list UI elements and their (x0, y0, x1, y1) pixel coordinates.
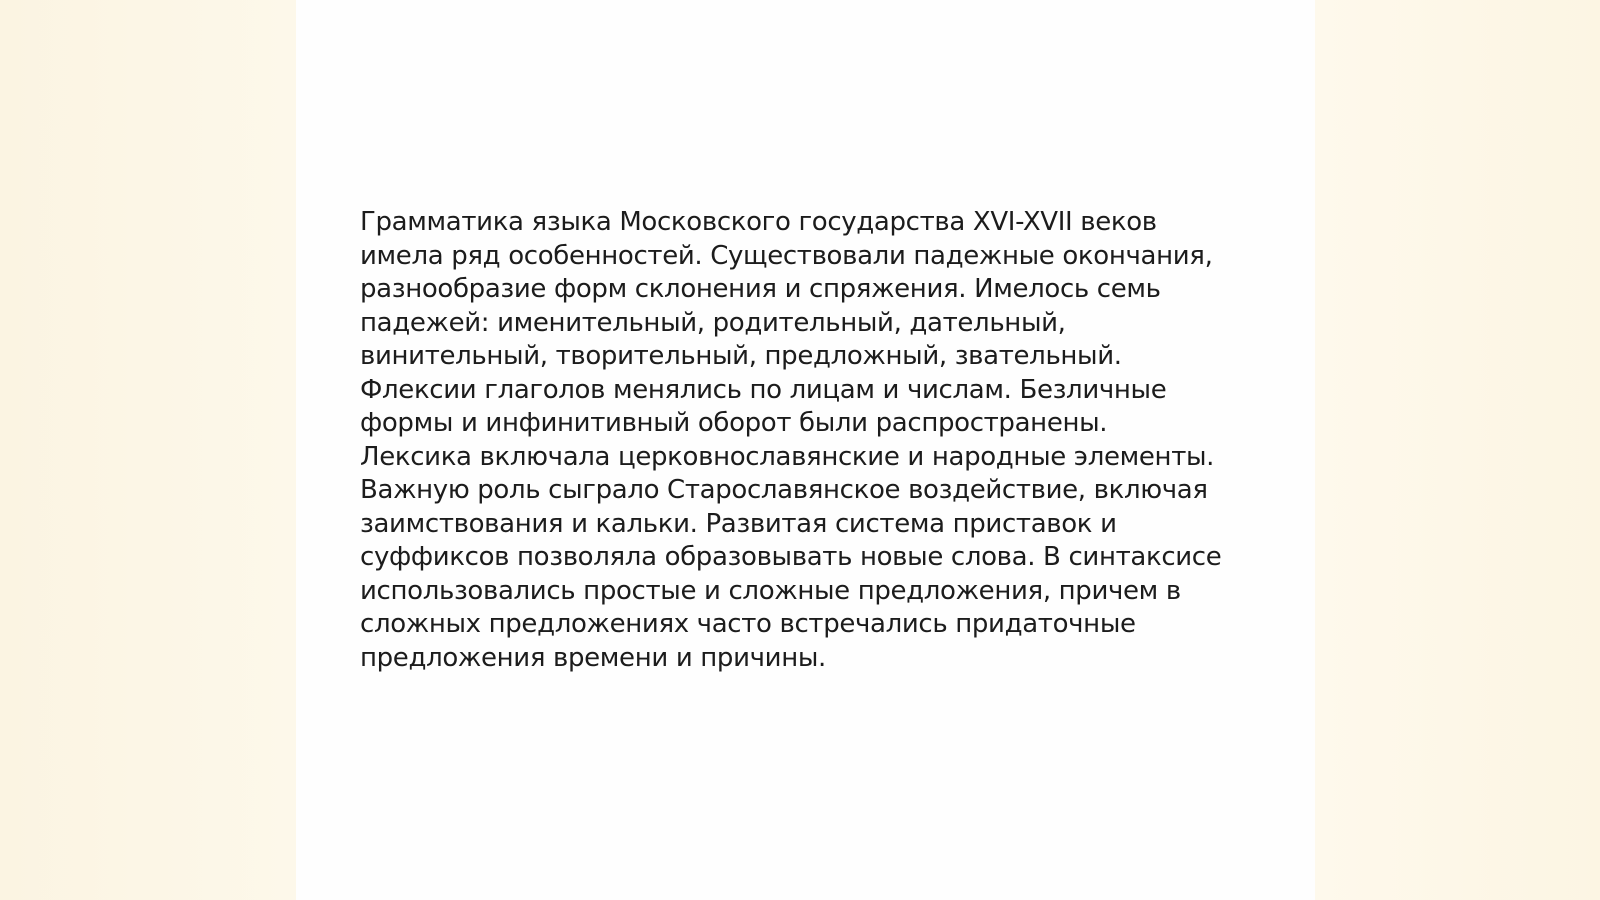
paragraph-line: Грамматика языка Московского государства XVI-XVII веков (360, 207, 1157, 237)
paragraph-line: предложения времени и причины. (360, 642, 826, 673)
paragraph-line: использовались простые и сложные предложения, причем в (360, 575, 1181, 606)
right-margin-background (1315, 0, 1600, 900)
paragraph-line: Важную роль сыграло Старославянское воздействие, включая (360, 475, 1208, 505)
paragraph-line: винительный, творительный, предложный, звательный. (360, 341, 1122, 371)
paragraph-line: Флексии глаголов менялись по лицам и числам. Безличные (360, 374, 1167, 405)
paragraph-line: суффиксов позволяла образовывать новые слова. В синтаксисе (360, 542, 1222, 572)
paragraph-line: заимствования и кальки. Развитая система приставок и (360, 508, 1117, 539)
paragraph-line: формы и инфинитивный оборот были распространены. (360, 408, 1108, 438)
body-paragraph (360, 206, 1260, 675)
paragraph-line: падежей: именительный, родительный, дательный, (360, 307, 1066, 338)
paragraph-line: сложных предложениях часто встречались придаточные (360, 609, 1136, 639)
document-page (296, 0, 1315, 900)
paragraph-line: имела ряд особенностей. Существовали падежные окончания, (360, 240, 1213, 271)
paragraph-line: Лексика включала церковнославянские и народные элементы. (360, 441, 1215, 472)
left-margin-background (0, 0, 296, 900)
paragraph-line: разнообразие форм склонения и спряжения. Имелось семь (360, 274, 1161, 304)
